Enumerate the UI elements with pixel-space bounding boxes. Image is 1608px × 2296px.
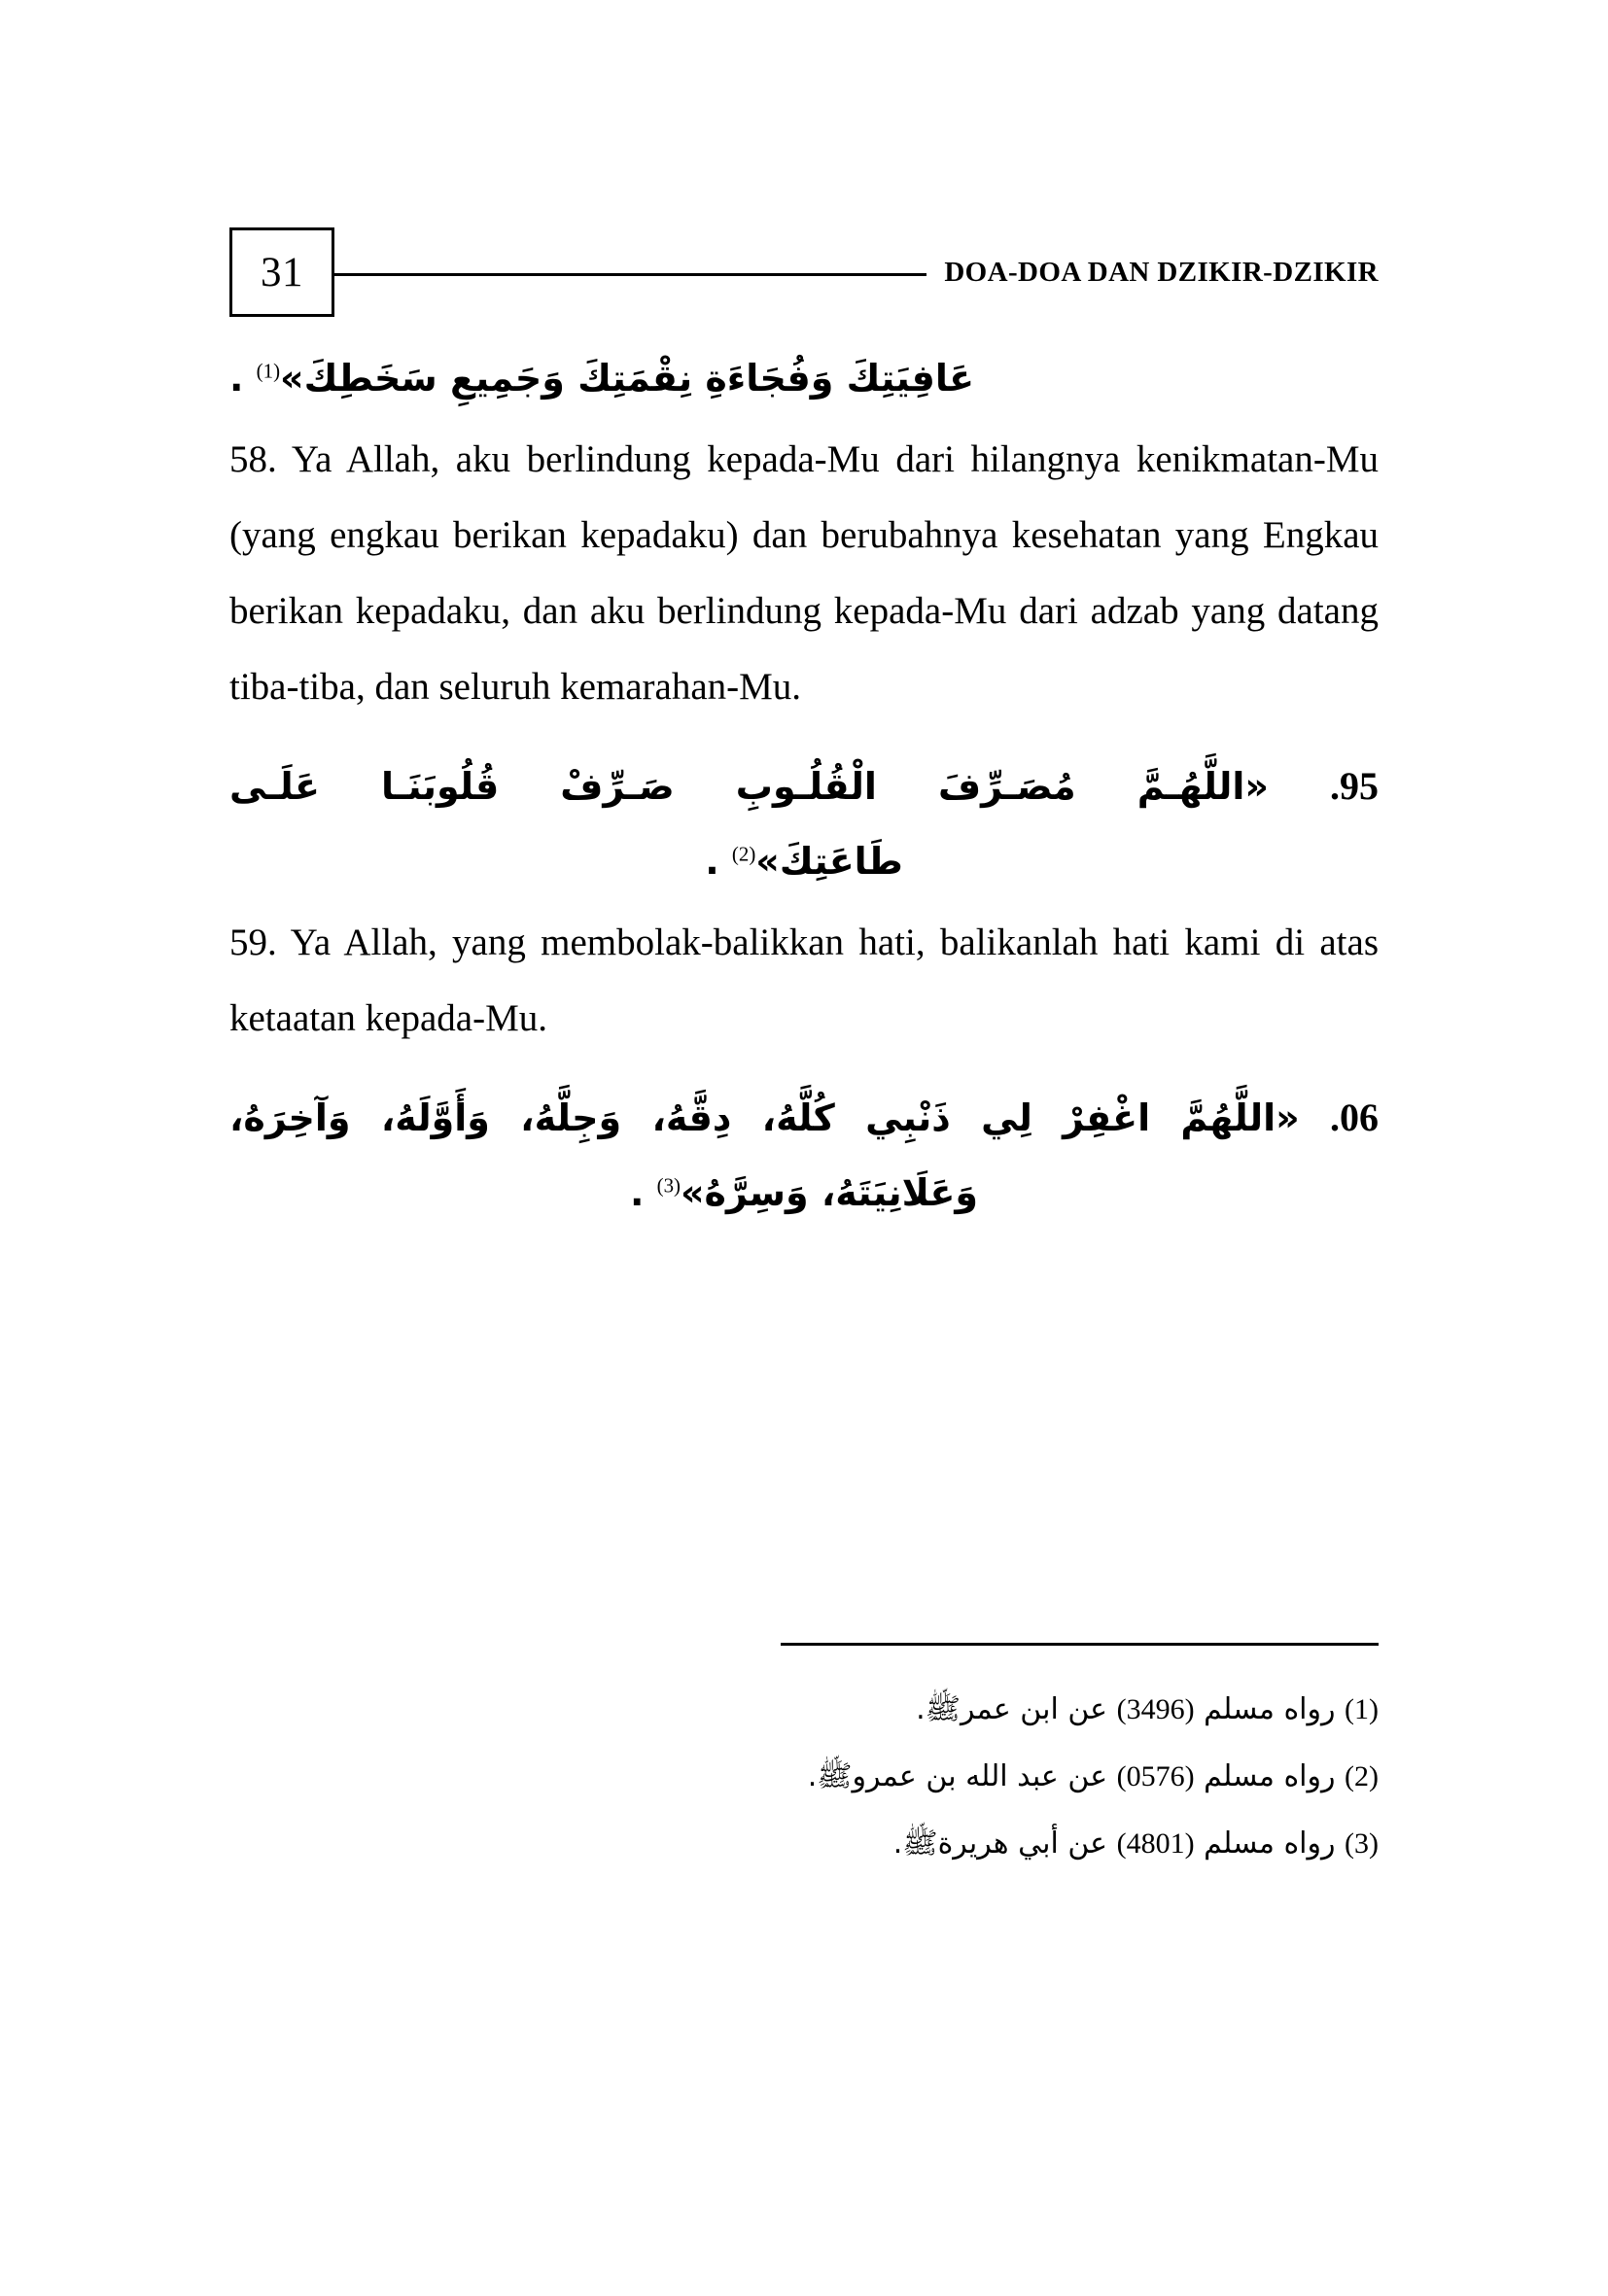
footnote-ref-3: (3): [656, 1173, 681, 1198]
footnote-text-after: عن عبد الله بن عمرو: [852, 1759, 1108, 1793]
hadith-60-period: .: [629, 1170, 657, 1214]
hadith-60-arabic-text-2: وَعَلَانِيَتَهُ، وَسِرَّهُ»: [680, 1170, 979, 1214]
running-title: DOA-DOA DAN DZIKIR-DZIKIR: [944, 256, 1379, 288]
footnote-text-after: عن أبي هريرة: [937, 1826, 1108, 1861]
footnote-marker: (2): [1345, 1760, 1379, 1792]
footnote-section: [229, 1643, 1379, 1880]
footnote-number: (6750): [1116, 1760, 1195, 1792]
arabic-continuation-text: عَافِيَتِكَ وَفُجَاءَةِ نِقْمَتِكَ وَجَمِيعِ سَخَطِكَ»: [280, 357, 975, 400]
honorific-icon: ﷺ: [902, 1826, 938, 1861]
footnote-ref-1: (1): [256, 359, 281, 383]
arabic-continuation-line: [229, 344, 1379, 412]
hadith-59-arabic: [229, 750, 1379, 894]
page-content: [229, 344, 1379, 1226]
footnote-end: .: [916, 1692, 926, 1726]
footnote-text-before: رواه مسلم: [1204, 1759, 1336, 1793]
honorific-icon: ﷺ: [817, 1759, 853, 1793]
footnote-divider-rule: [781, 1643, 1379, 1646]
hadith-59-arabic-line-2: [229, 828, 1379, 894]
hadith-59-arabic-text-1: «اللَّهُـمَّ مُصَـرِّفَ الْقُلُـوبِ صَـرِّفْ قُلُوبَنَـا عَلَـى: [229, 765, 1269, 809]
hadith-60-arabic-line-1: [229, 1082, 1379, 1154]
arabic-continuation-period: .: [229, 357, 257, 400]
hadith-60-arabic-line-2: [229, 1160, 1379, 1226]
footnote-item: [229, 1679, 1379, 1740]
hadith-60-number: 60: [1340, 1095, 1380, 1139]
footnote-marker: (1): [1345, 1693, 1379, 1725]
translation-58: 58. Ya Allah, aku berlindung kepada-Mu dari hilangnya kenikmatan-Mu (yang engkau berikan kepadaku) dan berubahnya kesehatan yang Engkau berikan kepadaku, dan aku berlindung kepada-Mu dari adzab yang datang tiba-tiba, dan seluruh kemarahan-Mu.: [229, 438, 1379, 709]
page-number-box: [229, 227, 334, 317]
footnote-item: [229, 1813, 1379, 1874]
header-divider-rule: [334, 273, 926, 276]
page-header: [229, 224, 1379, 321]
hadith-59-arabic-text-2: طَاعَتِكَ»: [755, 840, 903, 884]
translation-59: 59. Ya Allah, yang membolak-balikkan hati, balikanlah hati kami di atas ketaatan kepada-Mu.: [229, 921, 1379, 1039]
honorific-icon: ﷺ: [925, 1692, 961, 1726]
footnote-text-before: رواه مسلم: [1204, 1692, 1336, 1726]
footnote-end: .: [892, 1826, 903, 1861]
hadith-59-number-suffix: .: [1330, 764, 1340, 809]
hadith-60-arabic: [229, 1082, 1379, 1226]
footnote-marker: (3): [1345, 1827, 1379, 1860]
footnote-item: [229, 1746, 1379, 1807]
page-number: 31: [261, 249, 303, 296]
hadith-60-number-suffix: .: [1330, 1095, 1341, 1139]
hadith-59-arabic-line-1: [229, 750, 1379, 822]
footnote-ref-2: (2): [731, 842, 756, 866]
footnote-number: (1084): [1116, 1827, 1195, 1860]
hadith-59-period: .: [705, 840, 732, 884]
hadith-60-arabic-text-1: «اللَّهُمَّ اغْفِرْ لِي ذَنْبِي كُلَّهُ، دِقَّهُ، وَجِلَّهُ، وَأَوَّلَهُ، وَآخِرَهُ،: [229, 1096, 1300, 1139]
footnote-text-before: رواه مسلم: [1204, 1826, 1336, 1861]
hadith-59-number: 59: [1340, 764, 1379, 809]
footnote-text-after: عن ابن عمر: [960, 1692, 1108, 1726]
footnote-number: (6943): [1116, 1693, 1195, 1725]
footnote-end: .: [807, 1759, 818, 1793]
